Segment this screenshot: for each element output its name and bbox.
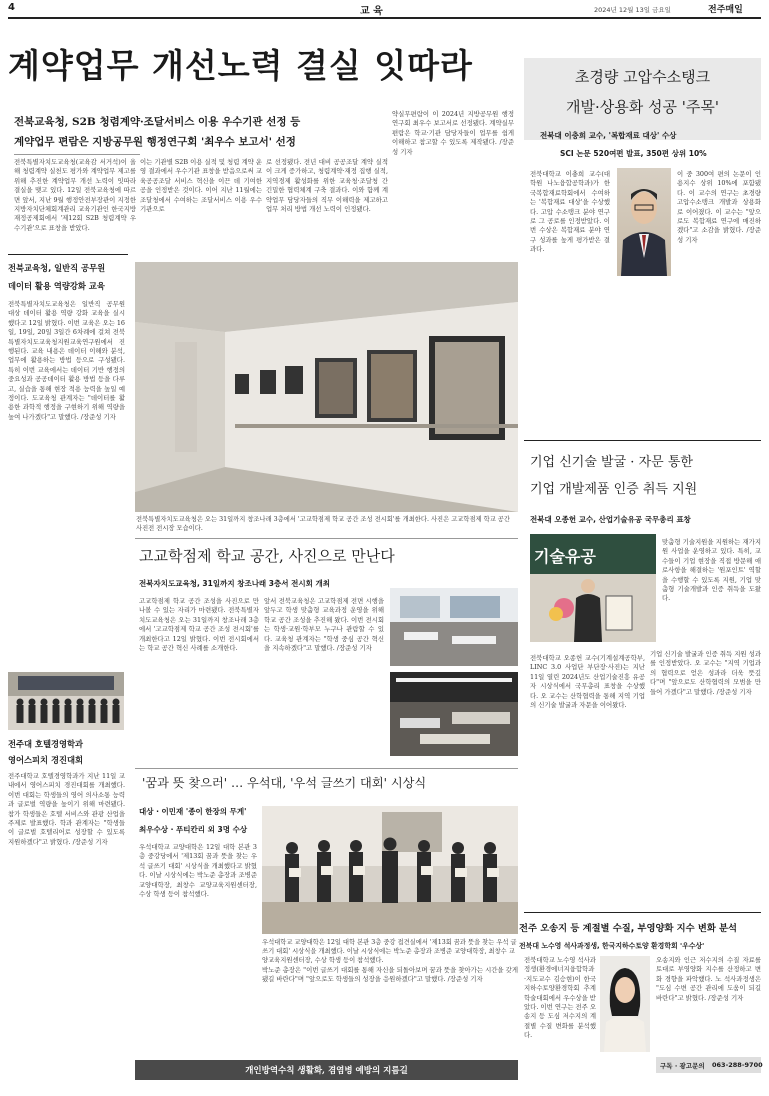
right-mid-headline-1: 기업 신기술 발굴 · 자문 통한 <box>530 455 693 470</box>
gallery-article-col1: 고교학점제 학교 공간 조성을 사진으로 만나볼 수 있는 자리가 마련됐다. 전북특별자치도교육청은 오는 31일까지 창조나래 3층에서 '고교학점제 학교 공간 조성 전시회'를 개최한다고 12일 밝혔다. 이번 전시회에서는 학교 공간 혁신 사례를 소개한다. <box>139 597 259 653</box>
writing-photo-caption: 우석대학교 교양대학은 12일 대학 본관 3층 중강 접견실에서 '제13회 꿈과 뜻을 찾는 우석 글쓰기 대회' 시상식을 개최했다. 이날 시상식에는 박노준 총장과 조병준 교양대학장, 최창수 교양교육지원센터장, 수상 학생 등이 참석했다. <box>262 939 517 964</box>
sub-rule <box>14 154 140 155</box>
main-headline: 계약업무 개선노력 결실 잇따라 <box>8 46 473 85</box>
writing-article-body-2: 박노준 총장은 "이번 글쓰기 대회를 통해 자신을 되돌아보며 꿈과 뜻을 찾아가는 시간을 갖게 됐길 바란다"며 "앞으로도 학생들의 성장을 응원하겠다"고 말했다. /장준성 기자 <box>262 966 518 984</box>
left-headline-3: 전주대 호텔경영학과 <box>8 739 84 749</box>
gallery-article-col2: 앞서 전북교육청은 고교학점제 전면 시행을 앞두고 학생 맞춤형 교육과정 운영을 위해 학교 공간 조성을 추진해 왔다. 이번 전시회는 학생·교원·학부모 누구나 관람할 수 있다. 교육청 관계자는 "학생 중심 공간 혁신을 지속하겠다"고 말했다. /장준성 기자 <box>264 597 384 653</box>
right-mid-col-body-2: 전북대학교 오종헌 교수(기계설계공학부, LINC 3.0 사업단 부단장·사진)는 지난 11일 열린 2024년도 산업기술진흥 유공자 시상식에서 국무총리 표창을 수상했다. 오 교수는 산학협력을 통해 지역 기업의 신기술 발굴과 자문을 이어왔다. <box>530 654 645 710</box>
left-headline-2: 데이터 활용 역량강화 교육 <box>8 281 105 291</box>
main-article-col4: 약실무편람이 이 2024년 지방공무원 행정연구회 최우수 보고서로 선정됐다. 계약실무편람은 학교·기관 담당자들이 업무를 쉽게 이해하고 참고할 수 있도록 제작됐다. /장준성 기자 <box>392 110 514 156</box>
writing-article-body: 우석대학교 교양대학은 12일 대학 본관 3층 중강당에서 '제13회 꿈과 뜻을 찾는 우석 글쓰기 대회' 시상식을 개최했다고 밝혔다. 이날 시상식에는 박노준 총장과 조병준 교양대학장, 최창수 교양교육지원센터장, 수상 학생 등이 참석했다. <box>139 843 257 899</box>
right-mid-sub: 전북대 오종헌 교수, 산업기술유공 국무총리 표창 <box>530 515 691 524</box>
classroom-photo-2 <box>390 672 518 756</box>
backdrop-text: 기술유공 <box>534 547 596 566</box>
main-subheadline-2: 계약업무 편람은 지방공무원 행정연구회 '최우수 보고서' 선정 <box>14 136 296 148</box>
left-article-body: 전북특별자치도교육청은 일반직 공무원 대상 데이터 활용 역량 강화 교육을 실시했다고 12일 밝혔다. 이번 교육은 오는 16일, 19일, 20일 3일간 6차례에 걸쳐 전북특별자치도교육청지원교육연구원에서 진행된다. 교육 내용은 데이터 이해와 분석, 업무에 활용하는 방법 등으로 구성됐다. 특히 이번 교육에서는 데이터 기반 행정의 중요성과 공공데이터 활용 방법 등을 다루고, 실습을 통해 현장 적용 능력을 높일 예정이다. 도교육청 관계자는 "데이터를 활용한 과학적 행정을 구현하기 위해 역량을 높여 나가겠다"고 말했다. /장준성 기자 <box>8 300 125 421</box>
right-mid-rule <box>524 440 761 441</box>
gallery-photo <box>135 262 518 512</box>
right-top-col2: 이 중 300여 편의 논문이 인용지수 상위 10%에 포함됐다. 이 교수의 연구는 초경량 고압수소탱크 개발과 상용화로 이어졌다. 이 교수는 "앞으로도 복합재료 연구에 매진하겠다"고 소감을 밝혔다. /장준성 기자 <box>677 170 761 244</box>
gallery-subheadline: 전북자치도교육청, 31일까지 창조나래 3층서 전시회 개최 <box>139 579 330 588</box>
gallery-caption: 전북특별자치도교육청은 오는 31일까지 창조나래 3층에서 '고교학점제 학교 공간 조성 전시회'를 개최한다. 사진은 고교학점제 학교 공간 사진전 전시장 모습이다. <box>136 516 510 532</box>
right-mid-headline-2: 기업 개발제품 인증 취득 지원 <box>530 482 698 497</box>
ad-phone: 063-288-9700 <box>712 1061 763 1069</box>
right-mid-col-body-3: 기업 신기술 발굴과 인증 취득 지원 성과를 인정받았다. 오 교수는 "지역 기업과의 협력으로 얻은 성과라 더욱 뜻깊다"며 "앞으로도 산학협력의 모범을 만들어 가겠다"고 말했다. /장준성 기자 <box>650 650 761 696</box>
main-subheadline-1: 전북교육청, S2B 청렴계약·조달서비스 이용 우수기관 선정 등 <box>14 116 301 128</box>
left-headline-1: 전북교육청, 일반직 공무원 <box>8 263 106 273</box>
right-top-headline-2: 개발·상용화 성공 '주목' <box>566 98 719 116</box>
right-bot-headline: 전주 오송지 등 계절별 수질, 부영양화 지수 변화 분석 <box>519 923 738 934</box>
right-top-headline-1: 초경량 고압수소탱크 <box>574 68 711 86</box>
writing-sub-2: 최우수상 · 푸티칸리 외 3명 수상 <box>139 825 248 834</box>
right-mid-col-body-1: 맞춤형 기술지원을 지원하는 재가지원 사업을 운영하고 있다. 특히, 교수들이 기업 현장을 직접 방문해 애로사항을 해결하는 '원포인트' 역할을 수행할 수 있도록 지원, 기업 맞춤형 기술개발과 인증 취득을 도왔다. <box>662 538 761 603</box>
ad-label: 구독 · 광고문의 <box>660 1062 705 1070</box>
section-label: 교 육 <box>360 6 383 17</box>
right-bot-col1: 전북대학교 노수영 석사과정생(환경에너지융합학과·지도교수 김승현)이 한국지하수토양환경학회 추계학술대회에서 우수상을 받았다. 이번 연구는 전주 오송지 등 도심 저수지의 계절별 수질 변화를 분석했다. <box>524 956 596 1040</box>
right-top-col1: 전북대학교 이충희 교수(대학원 나노융합공학과)가 한국복합재료학회에서 수여하는 '복합재료 대상'을 수상했다. 고압 수소탱크 분야 연구로 그 공로를 인정받았다. 이번 수상은 복합재료 분야 연구 성과를 높게 평가받은 결과다. <box>530 170 610 254</box>
writing-rule <box>135 768 518 769</box>
main-article-col3: 로 선정됐다. 전년 대비 공공조달 계약 실적이 크게 증가하고, 청렴계약·재정 집행 실적, 지역경제 활성화를 위한 교육청·조달청 간 긴밀한 협력체계 구축 결과다. 이와 함께 계약업무 담당자들의 직무 이해력을 제고하고 업무 처리 방법 개선 노력이 인정됐다. <box>266 158 388 214</box>
right-bot-col2: 오송지와 인근 저수지의 수질 자료를 토대로 부영양화 지수를 산정하고 변화 경향을 파악했다. 노 석사과정생은 "도심 수변 공간 관리에 도움이 되길 바란다"고 밝혔다. /장준성 기자 <box>656 956 761 1002</box>
page-number: 4 <box>8 2 15 13</box>
group-photo <box>8 672 124 730</box>
right-top-sub-2: SCI 논문 520여편 발표, 350편 상위 10% <box>560 149 707 158</box>
masthead: 전주매일 <box>708 5 743 15</box>
left-article-2-body: 전주대학교 호텔경영학과가 지난 11일 교내에서 영어스피치 경진대회를 개최했다. 이번 대회는 학생들의 영어 의사소통 능력과 글로벌 역량을 높이기 위해 마련됐다. 참가 학생들은 호텔 서비스와 관광 산업을 주제로 발표했다. 학과 관계자는 "학생들이 글로벌 호텔리어로 성장할 수 있도록 지원하겠다"고 밝혔다. /장준성 기자 <box>8 772 125 846</box>
student-portrait <box>600 956 650 1052</box>
award-photo <box>262 806 518 934</box>
main-article-col1: 전북특별자치도교육청(교육감 서거석)이 올해 청렴계약 실천도 평가와 계약업무 제고를 위해 추진한 계약업무 개선 노력이 잇따라 결실을 맺고 있다. 12일 전북교육청에 따르면 앞서, 지난 9월 행정안전부장관이 지정한 지방자치단체회계관리 교육기관인 한국지방재정공제회에서 '제12회 S2B 청렴계약 우수기관'으로 표창을 받았다. <box>14 158 136 232</box>
main-article-col2: 이는 기관별 S2B 이용 실적 및 청렴 계약 운영 결과에서 우수기관 표창을 받음으로써 교육공공조달 서비스 혁신을 이끈 데 기여한 공을 인정받은 것이다. 이어 지난 11월에는 조달청에서 수여하는 조달서비스 이용 우수기관으로 <box>140 158 262 214</box>
writing-headline: '꿈과 뜻 찾으러' … 우석대, '우석 글쓰기 대회' 시상식 <box>142 776 427 790</box>
right-bot-sub: 전북대 노수영 석사과정생, 한국지하수토양 환경학회 '우수상' <box>519 942 705 950</box>
left-rule-1 <box>8 254 128 255</box>
header-rule <box>8 17 761 19</box>
gallery-rule <box>135 538 518 539</box>
award-ceremony-photo <box>530 534 656 642</box>
writing-sub-1: 대상 · 이민재 '종이 한장의 무게' <box>139 807 247 816</box>
left-headline-4: 영어스피치 경진대회 <box>8 755 84 765</box>
gallery-headline: 고교학점제 학교 공간, 사진으로 만난다 <box>139 547 395 565</box>
footer-banner-text: 개인방역수칙 생활화, 겸염병 예방의 지름길 <box>245 1066 408 1076</box>
classroom-photo-1 <box>390 588 518 666</box>
portrait-photo <box>617 168 671 276</box>
right-top-sub-1: 전북대 이충희 교수, '복합재료 대상' 수상 <box>540 131 677 140</box>
right-bot-rule <box>524 912 761 913</box>
issue-date: 2024년 12월 13일 금요일 <box>594 6 671 14</box>
